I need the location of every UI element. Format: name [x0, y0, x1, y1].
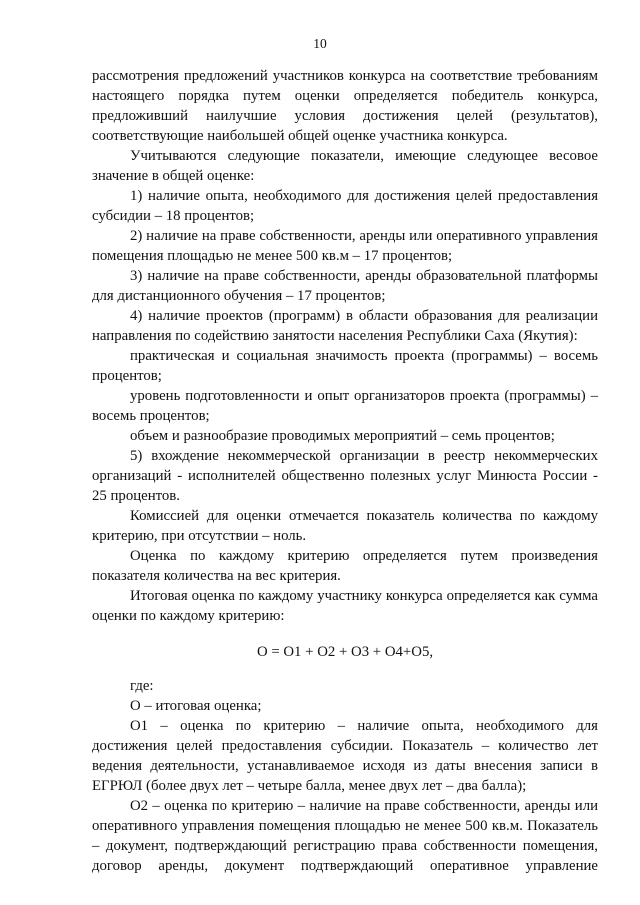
list-item: 2) наличие на праве собственности, аренды или оперативного управления помещения площадью не менее 500 кв.м – 17 процентов; [92, 228, 598, 264]
paragraph: О2 – оценка по критерию – наличие на праве собственности, аренды или оперативного управления помещения площадью не менее 500 кв.м. Показатель – документ, подтверждающий регистрацию права собственности помещения, договор аренды, документ подтверждающий оперативное управление [92, 798, 598, 874]
paragraph: где: [130, 678, 154, 694]
paragraph: Оценка по каждому критерию определяется путем произведения показателя количества на вес критерия. [92, 548, 598, 584]
list-item: 1) наличие опыта, необходимого для достижения целей предоставления субсидии – 18 процентов; [92, 188, 598, 224]
sub-item: объем и разнообразие проводимых мероприятий – семь процентов; [130, 428, 555, 444]
sub-item: уровень подготовленности и опыт организаторов проекта (программы) – восемь процентов; [92, 388, 598, 424]
paragraph: О1 – оценка по критерию – наличие опыта, необходимого для достижения целей предоставления субсидии. Показатель – количество лет ведения деятельности, устанавливаемое исходя из даты внесения записи в ЕГРЮЛ (более двух лет – четыре балла, менее двух лет – два балла); [92, 718, 598, 794]
paragraph: Учитываются следующие показатели, имеющие следующее весовое значение в общей оценке: [92, 148, 598, 184]
formula: О = О1 + О2 + О3 + О4+О5, [256, 644, 434, 660]
paragraph: Итоговая оценка по каждому участнику конкурса определяется как сумма оценки по каждому критерию: [92, 588, 598, 624]
sub-item: практическая и социальная значимость проекта (программы) – восемь процентов; [92, 348, 598, 384]
paragraph: Комиссией для оценки отмечается показатель количества по каждому критерию, при отсутствии – ноль. [92, 508, 598, 544]
list-item: 3) наличие на праве собственности, аренды образовательной платформы для дистанционного обучения – 17 процентов; [92, 268, 598, 304]
list-item: 5) вхождение некоммерческой организации в реестр некоммерческих организаций - исполнителей общественно полезных услуг Минюста России - 25 процентов. [92, 448, 598, 504]
list-item: 4) наличие проектов (программ) в области образования для реализации направления по содействию занятости населения Республики Саха (Якутия): [92, 308, 598, 344]
paragraph: рассмотрения предложений участников конкурса на соответствие требованиям настоящего порядка путем оценки определяется победитель конкурса, предложивший наилучшие условия достижения целей (результатов), соответствующие наибольшей общей оценке участника конкурса. [92, 68, 598, 144]
paragraph: О – итоговая оценка; [130, 698, 262, 714]
document-body [92, 66, 598, 876]
page-number: 10 [313, 36, 327, 51]
